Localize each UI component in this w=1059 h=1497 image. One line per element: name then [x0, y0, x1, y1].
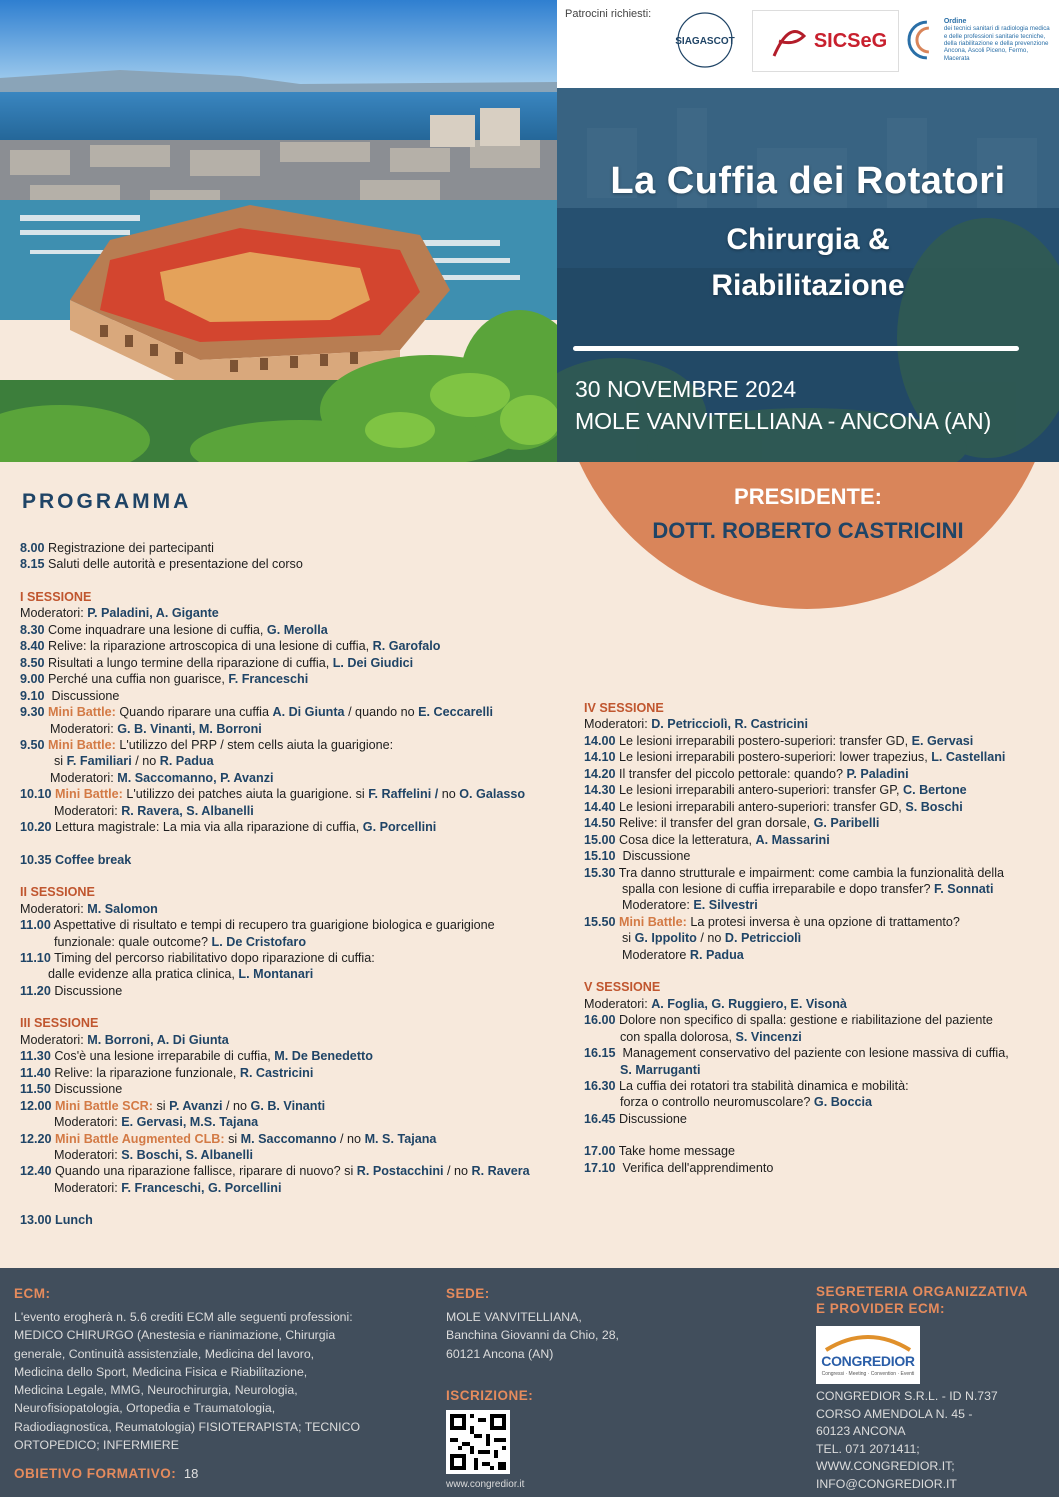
program-text: Moderatori: — [20, 606, 84, 621]
speaker-name: G. B. Vinanti, M. Borroni — [117, 721, 262, 736]
title-divider — [573, 346, 1019, 351]
program-item — [584, 914, 1046, 930]
speaker-name: D. Petricciolì — [724, 931, 802, 946]
program-item — [20, 688, 568, 704]
speaker-name: L. Castellani — [931, 750, 1006, 765]
speaker-name: R. Garofalo — [372, 639, 441, 654]
program-text: Discussione — [619, 1111, 687, 1126]
program-time: 8.00 — [20, 541, 45, 555]
program-moderators — [20, 721, 568, 737]
program-item — [584, 782, 1046, 798]
ecm-line: ORTOPEDICO; INFERMIERE — [14, 1438, 179, 1453]
speaker-name: M. S. Tajana — [364, 1131, 437, 1146]
congredior-arc-icon — [820, 1330, 916, 1352]
segreteria-subtitle: E PROVIDER ECM: — [816, 1301, 946, 1316]
program-text: Cosa dice la letteratura, — [619, 832, 753, 847]
mini-battle-label: Mini Battle SCR: — [55, 1098, 153, 1113]
event-date: 30 NOVEMBRE 2024 — [575, 376, 797, 402]
speaker-name: M. Borroni, A. Di Giunta — [87, 1032, 229, 1047]
program-time: 14.30 — [584, 783, 616, 798]
speaker-name: G. Boccia — [813, 1095, 873, 1110]
program-item — [584, 865, 1046, 881]
sicseg-logo-text: SICSeG — [813, 29, 888, 52]
program-time: 17.10 — [584, 1160, 616, 1175]
program-item — [20, 655, 568, 671]
congredior-tagline: Congressi · Meeting · Convention · Eventi — [821, 1371, 915, 1377]
program-text: Risultati a lungo termine della riparazione di cuffia, — [48, 655, 330, 670]
program-item — [584, 832, 1046, 848]
program-text: Relive: il transfer del gran dorsale, — [619, 816, 811, 831]
program-text: Le lesioni irreparabili antero-superiori: transfer GP, — [619, 783, 900, 798]
program-item — [20, 737, 568, 753]
speaker-name: E. Gervasi, M.S. Tajana — [121, 1115, 259, 1130]
program-text: Management conservativo del paziente con lesione massiva di cuffia, — [622, 1046, 1009, 1061]
program-text: Le lesioni irreparabili postero-superiori: lower trapezius, — [619, 750, 928, 765]
program-text: Moderatori: — [54, 1180, 118, 1195]
program-item — [20, 1081, 568, 1097]
session-title: III SESSIONE — [20, 1016, 99, 1031]
program-item — [20, 638, 568, 654]
speaker-name: M. Saccomanno — [240, 1131, 337, 1146]
program-item — [584, 1143, 1046, 1159]
qr-code[interactable] — [446, 1410, 510, 1474]
program-text: Moderatori: — [584, 996, 648, 1011]
program-time: 14.20 — [584, 766, 616, 781]
program-text: forza o controllo neuromuscolare? — [620, 1095, 811, 1110]
program-item — [20, 704, 568, 720]
speaker-name: S. Boschi, S. Albanelli — [121, 1147, 254, 1162]
speaker-name: F. Sonnati — [934, 881, 994, 896]
program-time: 9.00 — [20, 672, 45, 687]
program-time: 14.00 — [584, 733, 616, 748]
program-time: 9.10 — [20, 688, 45, 703]
program-time: 11.10 — [20, 950, 51, 965]
program-item — [20, 917, 568, 933]
program-text: Cos'è una lesione irreparabile di cuffia, — [54, 1049, 271, 1064]
sede-title: SEDE: — [446, 1286, 490, 1301]
program-text: Verifica dell'apprendimento — [622, 1160, 774, 1175]
program-time: 15.30 — [584, 865, 616, 880]
program-text: Discussione — [54, 1082, 123, 1097]
program-text: si — [54, 754, 64, 769]
program-item — [584, 799, 1046, 815]
program-moderators — [584, 947, 1046, 963]
program-time: 8.15 — [20, 557, 45, 572]
ecm-line: Medicina dello Sport, Medicina Fisica e Riabilitazione, — [14, 1364, 308, 1379]
mini-battle-label: Mini Battle Augmented CLB: — [55, 1131, 225, 1146]
program-text: L'utilizzo dei patches aiuta la guarigione. si — [126, 787, 365, 802]
program-moderators — [20, 1147, 568, 1163]
program-time: 9.50 — [20, 737, 45, 752]
segreteria-email[interactable]: INFO@CONGREDIOR.IT — [816, 1476, 957, 1491]
sede-line: 60121 Ancona (AN) — [446, 1346, 554, 1361]
program-text: Timing del percorso riabilitativo dopo riparazione di cuffia: — [54, 950, 375, 965]
program-item — [584, 766, 1046, 782]
program-time: 8.30 — [20, 622, 45, 637]
speaker-name: E. Gervasi — [911, 733, 974, 748]
program-text: Quando una riparazione fallisce, riparare di nuovo? si — [55, 1164, 354, 1179]
ordine-line: e delle professioni sanitarie tecniche, — [943, 32, 1046, 40]
session-title: IV SESSIONE — [584, 701, 664, 715]
program-left-column — [20, 540, 568, 1229]
program-item — [20, 1048, 568, 1064]
event-subtitle-line1: Chirurgia & — [726, 223, 890, 256]
sede-address — [446, 1308, 619, 1363]
program-text: con spalla dolorosa, — [620, 1029, 733, 1044]
ordine-line: Ancona, Ascoli Piceno, Fermo, Macerata — [943, 47, 1029, 62]
program-item-detail — [584, 881, 1046, 897]
program-item-detail — [584, 1094, 1046, 1110]
program-text: Quando riparare una cuffia — [119, 705, 269, 720]
program-moderators — [20, 1114, 568, 1130]
siagascot-logo — [662, 10, 747, 70]
sede-line: MOLE VANVITELLIANA, — [446, 1310, 582, 1324]
speaker-name: E. Ceccarelli — [418, 705, 494, 720]
speaker-name: R. Padua — [159, 754, 214, 769]
program-text: no — [441, 787, 456, 802]
program-item-detail — [20, 966, 568, 982]
program-time: 11.30 — [20, 1049, 51, 1064]
program-time: 10.20 — [20, 820, 52, 835]
ordine-tsrm-logo — [907, 10, 1055, 70]
speaker-name: R. Postacchini — [356, 1164, 444, 1179]
speaker-name: G. Paribelli — [813, 816, 880, 831]
program-text: Discussione — [622, 849, 691, 864]
program-item — [584, 1111, 1046, 1127]
program-item-detail — [584, 1029, 1046, 1045]
event-venue: MOLE VANVITELLIANA - ANCONA (AN) — [575, 408, 992, 434]
program-moderators — [584, 897, 1046, 913]
program-text: Il transfer del piccolo pettorale: quando? — [619, 766, 844, 781]
speaker-name: F. Familiari — [66, 754, 132, 769]
program-text: Moderatori: — [584, 717, 648, 732]
segreteria-contacts — [816, 1388, 998, 1494]
program-moderators — [20, 803, 568, 819]
program-text: / no — [340, 1131, 362, 1146]
program-time: 11.00 — [20, 918, 51, 933]
segreteria-website[interactable]: WWW.CONGREDIOR.IT; — [816, 1459, 955, 1474]
speaker-name: G. B. Vinanti — [250, 1098, 326, 1113]
program-text: Perché una cuffia non guarisce, — [48, 672, 225, 687]
obiettivo-formativo: OBIETIVO FORMATIVO: 18 — [14, 1466, 199, 1481]
sicseg-logo — [752, 10, 899, 72]
program-text: Dolore non specifico di spalla: gestione e riabilitazione del paziente — [619, 1013, 993, 1028]
program-item — [584, 1012, 1046, 1028]
ecm-line: Radiodiagnostica, Reumatologia) FISIOTERAPISTA; TECNICO — [14, 1419, 361, 1434]
segreteria-line: CORSO AMENDOLA N. 45 - — [816, 1406, 973, 1421]
program-item — [20, 983, 568, 999]
speaker-name: F. Franceschi, G. Porcellini — [121, 1180, 282, 1195]
program-time: 8.40 — [20, 639, 45, 654]
ordine-line: della riabilitazione e della prevenzione — [943, 40, 1049, 47]
session-moderators — [20, 901, 568, 917]
event-subtitle-line2: Riabilitazione — [711, 269, 905, 302]
speaker-name: F. Franceschi — [228, 672, 309, 687]
segreteria-line: TEL. 071 2071411; — [816, 1441, 920, 1456]
program-time: 15.50 — [584, 914, 616, 929]
program-text: Le lesioni irreparabili postero-superiori: transfer GD, — [619, 733, 909, 748]
session-moderators — [20, 1032, 568, 1048]
speaker-name: G. Ippolito — [634, 931, 697, 946]
program-item — [20, 540, 568, 556]
program-time: 15.10 — [584, 849, 616, 864]
program-time: 12.00 — [20, 1098, 52, 1113]
president-label: PRESIDENTE: — [734, 484, 882, 509]
session-moderators — [584, 716, 1046, 732]
program-time: 16.30 — [584, 1078, 616, 1093]
program-text: Moderatore — [622, 947, 687, 962]
congredior-logo — [816, 1326, 920, 1384]
ordine-line: Ordine — [943, 17, 967, 25]
program-item — [584, 815, 1046, 831]
program-time: 17.00 — [584, 1144, 616, 1159]
program-text: Aspettative di risultato e tempi di recupero tra guarigione biologica e guarigione — [53, 918, 495, 933]
program-time: 16.00 — [584, 1013, 616, 1028]
program-item — [20, 819, 568, 835]
program-text: si — [622, 931, 632, 946]
program-text: Lettura magistrale: La mia via alla riparazione di cuffia, — [55, 820, 360, 835]
speaker-name: S. Vincenzi — [735, 1029, 802, 1044]
program-time: 12.20 — [20, 1131, 52, 1146]
speaker-name: M. Salomon — [87, 901, 158, 916]
session-title: V SESSIONE — [584, 980, 661, 995]
program-item — [20, 622, 568, 638]
program-text: Discussione — [51, 688, 120, 703]
speaker-name: M. De Benedetto — [274, 1049, 373, 1064]
speaker-name: F. Raffelini / — [368, 787, 439, 802]
speaker-name: A. Di Giunta — [272, 705, 345, 720]
iscrizione-title: ISCRIZIONE: — [446, 1388, 534, 1403]
program-item — [20, 671, 568, 687]
program-text: si — [228, 1131, 238, 1146]
speaker-name: O. Galasso — [459, 787, 526, 802]
speaker-name: P. Paladini — [846, 766, 909, 781]
program-text: Saluti delle autorità e presentazione del corso — [48, 557, 303, 572]
speaker-name: G. Porcellini — [362, 820, 437, 835]
program-item — [584, 848, 1046, 864]
speaker-name: D. Petricciolì, R. Castricini — [651, 717, 808, 732]
program-time: 16.15 — [584, 1046, 616, 1061]
program-text: Relive: la riparazione artroscopica di una lesione di cuffia, — [48, 639, 370, 654]
program-time: 14.40 — [584, 799, 616, 814]
program-text: Moderatori: — [20, 901, 84, 916]
program-time: 11.50 — [20, 1082, 51, 1097]
program-item-detail — [584, 1062, 1046, 1078]
program-time: 14.50 — [584, 816, 616, 831]
program-text: Moderatori: — [50, 770, 114, 785]
session-moderators — [584, 996, 1046, 1012]
program-text: Moderatori: — [54, 803, 118, 818]
coffee-break: 10.35 Coffee break — [20, 852, 132, 867]
ecm-line: L'evento erogherà n. 5.6 crediti ECM alle seguenti professioni: — [14, 1310, 353, 1324]
session-title: II SESSIONE — [20, 885, 95, 900]
program-item — [584, 1078, 1046, 1094]
ecm-line: MEDICO CHIRURGO (Anestesia e rianimazione, Chirurgia — [14, 1328, 336, 1343]
program-time: 15.00 — [584, 832, 616, 847]
speaker-name: C. Bertone — [902, 783, 967, 798]
mini-battle-label: Mini Battle: — [48, 737, 116, 752]
program-item — [20, 1163, 568, 1179]
program-item — [20, 556, 568, 572]
program-text: / quando no — [348, 705, 415, 720]
ecm-line: generale, Continuità assistenziale, Medicina del lavoro, — [14, 1346, 315, 1361]
segreteria-title: SEGRETERIA ORGANIZZATIVA — [816, 1284, 1029, 1299]
program-item — [20, 1065, 568, 1081]
president-name: DOTT. ROBERTO CASTRICINI — [652, 518, 964, 543]
patronage-logos-bar — [557, 0, 1059, 88]
mini-battle-label: Mini Battle: — [48, 705, 116, 720]
program-time: 14.10 — [584, 750, 616, 765]
program-time: 11.40 — [20, 1065, 51, 1080]
mole-vanvitelliana-illustration — [0, 0, 557, 462]
program-item — [20, 1131, 568, 1147]
program-text: La protesi inversa è una opzione di trattamento? — [690, 914, 960, 929]
ecm-title: ECM: — [14, 1286, 51, 1301]
siagascot-logo-text: SIAGASCOT — [674, 36, 735, 47]
congredior-logo-text: CONGREDIOR — [821, 1353, 915, 1369]
program-item — [20, 786, 568, 802]
program-time: 12.40 — [20, 1164, 52, 1179]
program-text: Come inquadrare una lesione di cuffia, — [48, 622, 264, 637]
hero-photo-ancona-port — [0, 0, 557, 462]
session-moderators — [20, 605, 568, 621]
program-moderators — [20, 1180, 568, 1196]
speaker-name: M. Saccomanno, P. Avanzi — [117, 770, 274, 785]
program-item-detail — [20, 753, 568, 769]
speaker-name: A. Massarini — [755, 832, 830, 847]
program-text: si — [156, 1098, 166, 1113]
ecm-line: Medicina Legale, MMG, Neurochirurgia, Neurologia, — [14, 1383, 298, 1398]
program-text: Discussione — [54, 983, 123, 998]
patronage-label: Patrocini richiesti: — [565, 8, 652, 20]
program-text: Relive: la riparazione funzionale, — [54, 1065, 237, 1080]
segreteria-line: CONGREDIOR S.R.L. - ID N.737 — [816, 1389, 998, 1403]
program-text: Registrazione dei partecipanti — [48, 541, 214, 555]
program-right-column — [584, 700, 1046, 1176]
program-text: Moderatori: — [50, 721, 114, 736]
lunch-break: 13.00 Lunch — [20, 1213, 93, 1228]
program-text: Moderatore: — [622, 898, 690, 913]
speaker-name: P. Paladini, A. Gigante — [87, 606, 219, 621]
program-text: L'utilizzo del PRP / stem cells aiuta la guarigione: — [119, 737, 394, 752]
program-text: La cuffia dei rotatori tra stabilità dinamica e mobilità: — [619, 1078, 909, 1093]
program-text: Le lesioni irreparabili antero-superiori: transfer GD, — [619, 799, 902, 814]
program-item-detail — [584, 930, 1046, 946]
mini-battle-label: Mini Battle: — [619, 914, 687, 929]
qr-code-graphic — [446, 1410, 510, 1474]
mini-battle-label: Mini Battle: — [55, 787, 123, 802]
program-text: Moderatori: — [54, 1147, 118, 1162]
speaker-name: L. De Cristofaro — [211, 934, 307, 949]
program-item — [584, 1160, 1046, 1176]
event-title-block — [557, 160, 1059, 309]
program-text: / no — [135, 754, 157, 769]
speaker-name: S. Marruganti — [620, 1062, 701, 1077]
program-text: funzionale: quale outcome? — [54, 934, 209, 949]
program-text: / no — [700, 931, 722, 946]
program-text: / no — [226, 1098, 248, 1113]
speaker-name: P. Avanzi — [169, 1098, 223, 1113]
program-item-detail — [20, 934, 568, 950]
sede-line: Banchina Giovanni da Chio, 28, — [446, 1328, 619, 1343]
program-title: PROGRAMMA — [22, 490, 192, 513]
speaker-name: S. Boschi — [905, 799, 963, 814]
speaker-name: R. Ravera, S. Albanelli — [121, 803, 254, 818]
session-title: I SESSIONE — [20, 589, 92, 604]
event-title: La Cuffia dei Rotatori — [610, 160, 1006, 202]
program-text: spalla con lesione di cuffia irreparabile e dopo transfer? — [622, 881, 931, 896]
speaker-name: R. Castricini — [239, 1065, 314, 1080]
program-time: 8.50 — [20, 655, 45, 670]
program-item — [584, 1045, 1046, 1061]
speaker-name: R. Padua — [689, 947, 744, 962]
iscrizione-url[interactable]: www.congredior.it — [446, 1479, 525, 1490]
program-time: 11.20 — [20, 983, 51, 998]
program-text: Tra danno strutturale e impairment: come cambia la funzionalità della — [618, 865, 1005, 880]
speaker-name: G. Merolla — [266, 622, 328, 637]
speaker-name: L. Dei Giudici — [332, 655, 414, 670]
program-text: / no — [447, 1164, 469, 1179]
speaker-name: R. Ravera — [471, 1164, 530, 1179]
program-time: 10.10 — [20, 787, 52, 802]
program-time: 16.45 — [584, 1111, 616, 1126]
ecm-line: Neurofisiopatologia, Ortopedia e Traumatologia, — [14, 1401, 276, 1416]
speaker-name: L. Montanari — [238, 967, 314, 982]
speaker-name: E. Silvestri — [693, 898, 758, 913]
program-item — [584, 749, 1046, 765]
speaker-name: A. Foglia, G. Ruggiero, E. Visonà — [651, 996, 847, 1011]
program-text: Take home message — [618, 1144, 735, 1159]
program-text: dalle evidenze alla pratica clinica, — [48, 967, 235, 982]
program-item — [20, 1098, 568, 1114]
program-item — [20, 950, 568, 966]
program-text: Moderatori: — [54, 1115, 118, 1130]
program-time: 9.30 — [20, 705, 45, 720]
ecm-description — [14, 1308, 394, 1454]
program-moderators — [20, 770, 568, 786]
program-text: Moderatori: — [20, 1032, 84, 1047]
segreteria-line: 60123 ANCONA — [816, 1424, 906, 1439]
ordine-line: dei tecnici sanitari di radiologia medica — [943, 25, 1050, 33]
program-item — [584, 733, 1046, 749]
footer-info-band — [0, 1268, 1059, 1497]
